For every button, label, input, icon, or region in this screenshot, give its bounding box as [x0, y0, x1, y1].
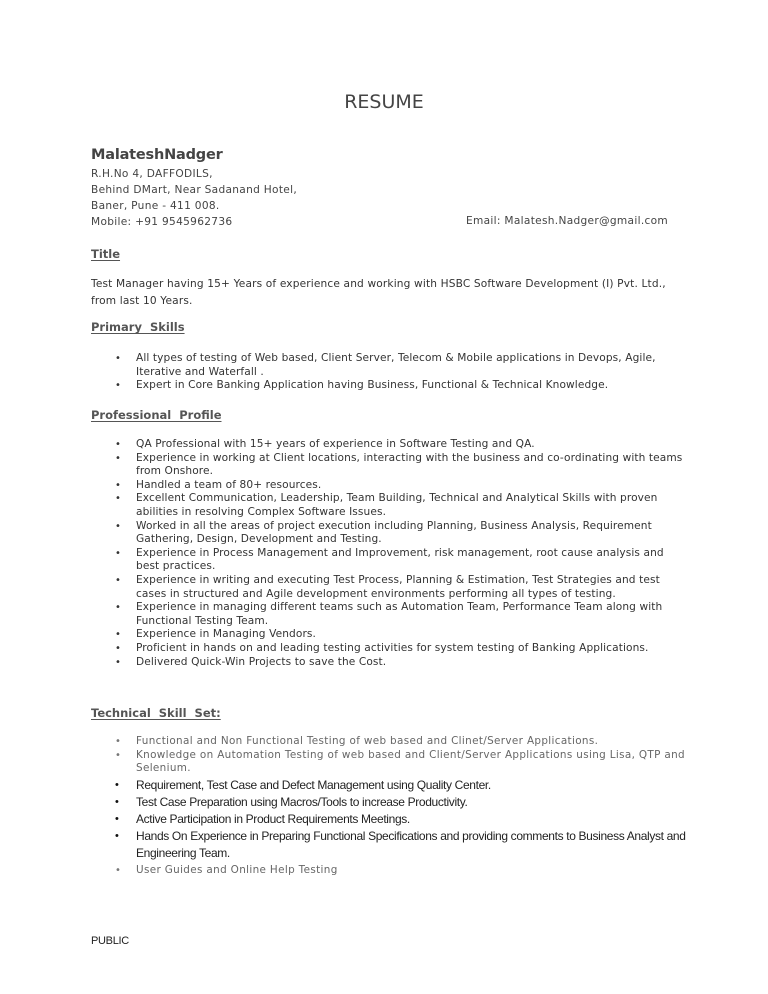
bullet-icon: •	[115, 642, 121, 654]
email-address: Email: Malatesh.Nadger@gmail.com	[466, 215, 669, 227]
bullet-icon: •	[115, 795, 119, 808]
bullet-icon: •	[115, 547, 121, 559]
list-item: • Experience in managing different teams such as Automation Team, Performance Team along with Functional Testing Team.	[115, 601, 663, 627]
address-line-1: R.H.No 4, DAFFODILS,	[91, 168, 213, 180]
bullet-icon: •	[115, 574, 121, 586]
bullet-icon: •	[115, 493, 121, 505]
bullet-icon: •	[115, 629, 121, 641]
section-heading-technical-skill-set: Technical Skill Set:	[91, 706, 221, 720]
list-item: • Experience in Managing Vendors.	[115, 628, 316, 641]
professional-profile-list	[0, 438, 700, 669]
list-item: • Functional and Non Functional Testing of web based and Clinet/Server Applications.	[115, 735, 599, 747]
list-item: • Excellent Communication, Leadership, Team Building, Technical and Analytical Skills with proven abilities in resolving Complex Software Issues.	[115, 492, 658, 518]
list-item: • Experience in writing and executing Test Process, Planning & Estimation, Test Strategies and test cases in structured and Agile development environments performing all types of testing.	[115, 573, 660, 600]
title-summary: Test Manager having 15+ Years of experience and working with HSBC Software Development (I) Pvt. Ltd., from last 10 Years.	[91, 278, 666, 307]
bullet-icon: •	[115, 520, 121, 532]
section-heading-title: Title	[91, 247, 121, 261]
list-item: • Proficient in hands on and leading testing activities for system testing of Banking Applications.	[115, 641, 649, 654]
candidate-name: MalateshNadger	[91, 147, 223, 163]
list-item: • Delivered Quick-Win Projects to save the Cost.	[115, 655, 387, 668]
list-item: • User Guides and Online Help Testing	[115, 863, 338, 876]
bullet-icon: •	[115, 452, 121, 464]
list-item: • QA Professional with 15+ years of experience in Software Testing and QA.	[115, 438, 535, 450]
bullet-icon: •	[115, 353, 121, 364]
mobile-number: Mobile: +91 9545962736	[91, 216, 233, 228]
bullet-icon: •	[115, 778, 119, 791]
address-line-2: Behind DMart, Near Sadanand Hotel,	[91, 184, 298, 196]
primary-skills-list	[0, 352, 700, 393]
bullet-icon: •	[115, 864, 122, 876]
bullet-icon: •	[115, 736, 122, 747]
document-title: RESUME	[344, 91, 424, 113]
list-item: • Experience in Process Management and Improvement, risk management, root cause analysis and best practices.	[115, 546, 664, 573]
list-item: • Experience in working at Client locations, interacting with the business and co-ordinating with teams from Onshore.	[115, 451, 683, 478]
list-item: • Hands On Experience in Preparing Functional Specifications and providing comments to Business Analyst and Engineering Team.	[115, 829, 686, 861]
address-line-3: Baner, Pune - 411 008.	[91, 200, 220, 212]
classification-footer: PUBLIC	[91, 935, 129, 947]
list-item: • Test Case Preparation using Macros/Tools to increase Productivity.	[0, 794, 696, 811]
bullet-icon: •	[115, 439, 121, 450]
bullet-icon: •	[115, 749, 122, 761]
list-item: • All types of testing of Web based, Client Server, Telecom & Mobile applications in Devops, Agile, Iterative and Waterfall .	[115, 352, 656, 378]
bullet-icon: •	[115, 812, 119, 825]
list-item: • Worked in all the areas of project execution including Planning, Business Analysis, Requirement Gathering, Design, Development and Testing.	[115, 519, 652, 546]
list-item: • Requirement, Test Case and Defect Management using Quality Center.	[0, 777, 696, 794]
list-item: • Knowledge on Automation Testing of web based and Client/Server Applications using Lisa, QTP and Selenium.	[115, 748, 685, 774]
bullet-icon: •	[115, 479, 121, 491]
section-heading-professional-profile: Professional Profile	[91, 408, 222, 422]
section-heading-primary-skills: Primary Skills	[91, 320, 185, 334]
bullet-icon: •	[115, 830, 119, 843]
bullet-icon: •	[115, 380, 121, 392]
bullet-icon: •	[115, 656, 121, 668]
list-item: • Handled a team of 80+ resources.	[115, 478, 322, 491]
list-item: • Expert in Core Banking Application having Business, Functional & Technical Knowledge.	[115, 379, 609, 392]
technical-skill-set-list	[0, 735, 700, 877]
bullet-icon: •	[115, 602, 121, 614]
list-item: • Active Participation in Product Requirements Meetings.	[0, 811, 696, 828]
